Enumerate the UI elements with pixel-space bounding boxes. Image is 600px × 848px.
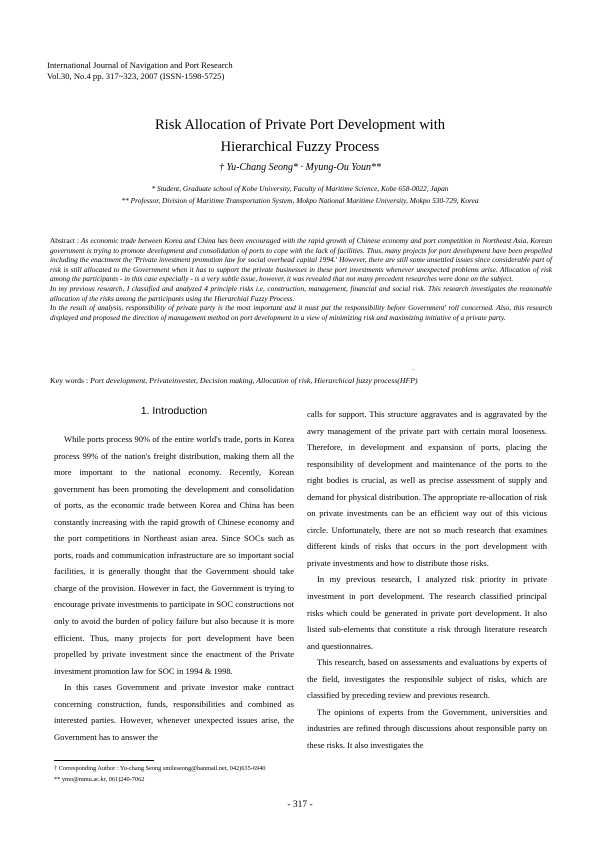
section-heading: 1. Introduction — [140, 405, 208, 417]
keywords-label: Key words : — [50, 376, 89, 385]
journal-header — [47, 60, 233, 82]
affiliation-2: ** Professor, Division of Maritime Transportation System, Mokpo National Maritime University, Mokpo 530-729, Korea — [121, 196, 479, 205]
abstract — [50, 236, 552, 322]
title-line-1: Risk Allocation of Private Port Development with — [155, 117, 445, 133]
right-paragraph-2: In my previous research, I analyzed risk priority in private investment in port development. The research classified principal risks which could be generated in private port development. It also listed sub-elements that constitute a risk through literature research and questionnaires. — [307, 574, 547, 651]
left-paragraph-2: In this cases Government and private investor make contract concerning construction, funds, responsibilities and combined as interested parties. However, whenever unexpected issues arise, the Government has to answer the — [54, 682, 294, 742]
abstract-paragraph-2: In my previous research, I classified and analyzed 4 principle risks i.e, construction, management, financial and social risk. This research investigates the reasonable allocation of the risks among the participants using the Hierarchial Fuzzy Process. — [50, 283, 552, 303]
affiliation-1: * Student, Graduate school of Kobe University, Faculty of Maritime Science, Kobe 658-0022, Japan — [151, 184, 449, 193]
abstract-text-1: As economic trade between Korea and China has been encouraged with the rapid growth of Chinese economy and port competition in Northeast Asia, Korean government is trying to promote development and consolidation of ports to cope with the lack of facilities. Thus, many projects for port development have been propelled including the enactment the 'Private investment promotion law for social overhead capital 1994.' However, there are still some unsettled issues since considerable part of risk is still allocated to the Government when it has to support the private businesses in these port investments whenever unexpected problems arise. Allocation of risk among the participants - in this case especially - is a very subtle issue, however, it was revealed that not many precedent researches were done on the subject. — [50, 236, 552, 284]
abstract-paragraph-3: In the result of analysis, responsibility of private party is the most important and it must put the responsibility before Government' roll concerned. Also, this research displayed and proposed the direction of management method on port development in a view of minimizing risk and maximizing initiative of a private party. — [50, 303, 552, 322]
title-line-2: Hierarchical Fuzzy Process — [220, 139, 380, 155]
left-paragraph-1: While ports process 90% of the entire world's trade, ports in Korea process 99% of the nation's freight distribution, making them all the more important to the national economy. Recently, Korean government has been promoting the development and consolidation of ports, as the economic trade between Korea and China has been constantly increasing with the rapid growth of Chinese economy and the port competitions in Northeast asian area. Since SOCs such as ports, roads and communication infrastructure are so important social facilities, it is generally thought that the Government should take charge of the provision. However in fact, the Government is trying to encourage private investments to participate in SOC constructions not only to avoid the burden of policy failure but also because it is more efficient. Thus, many projects for port development have been propelled by private investment since the enactment of the Private investment promotion law for SOC in 1994 & 1998. — [54, 434, 294, 676]
footnote-2: ** ymo@mmu.ac.kr, 061)240-7062 — [54, 776, 145, 783]
left-column — [54, 431, 294, 745]
author-list: † Yu-Chang Seong* · Myung-Ou Youn** — [218, 162, 382, 173]
page-number: - 317 - — [287, 800, 313, 810]
right-paragraph-1: calls for support. This structure aggravates and is aggravated by the awry management of the private part with certain moral looseness. Therefore, in development and expansion of ports, placing the responsibility of development and maintenance of the ports to the right bodies is crucial, as well as precise assessment of supply and demand for physical distribution. The appropriate re-allocation of risk on private investments can be an efficient way out of this vicious circle. Unfortunately, there are not so much research that examines different kinds of risks that occurs in the port development with private investments and how to distribute those risks. — [307, 409, 547, 568]
right-paragraph-3: This research, based on assessments and evaluations by experts of the field, investigates the responsible subject of risks, which are classified by preceding review and previous research. — [307, 657, 547, 701]
journal-volume: Vol.30, No.4 pp. 317~323, 2007 (ISSN-1598-5725) — [47, 71, 225, 81]
keywords — [50, 376, 560, 385]
footnote-divider — [54, 760, 154, 761]
stray-mark: · — [412, 366, 415, 374]
abstract-label: Abstract : — [50, 236, 79, 245]
paper-title — [0, 114, 600, 158]
abstract-paragraph-1 — [50, 236, 552, 284]
keywords-text: Port development, Privateinvestet, Decision making, Allocation of risk, Hierarchical fuzzy process(HFP) — [90, 376, 418, 385]
journal-name: International Journal of Navigation and Port Research — [47, 60, 233, 70]
footnote-1: † Corresponding Author : Yu-chang Seong smileseong@hanmail.net, 042)635-6940 — [54, 765, 266, 772]
right-paragraph-4: The opinions of experts from the Government, universities and industries are refined through discussions about responsible party on these risks. It also investigates the — [307, 706, 547, 750]
right-column — [307, 406, 547, 753]
